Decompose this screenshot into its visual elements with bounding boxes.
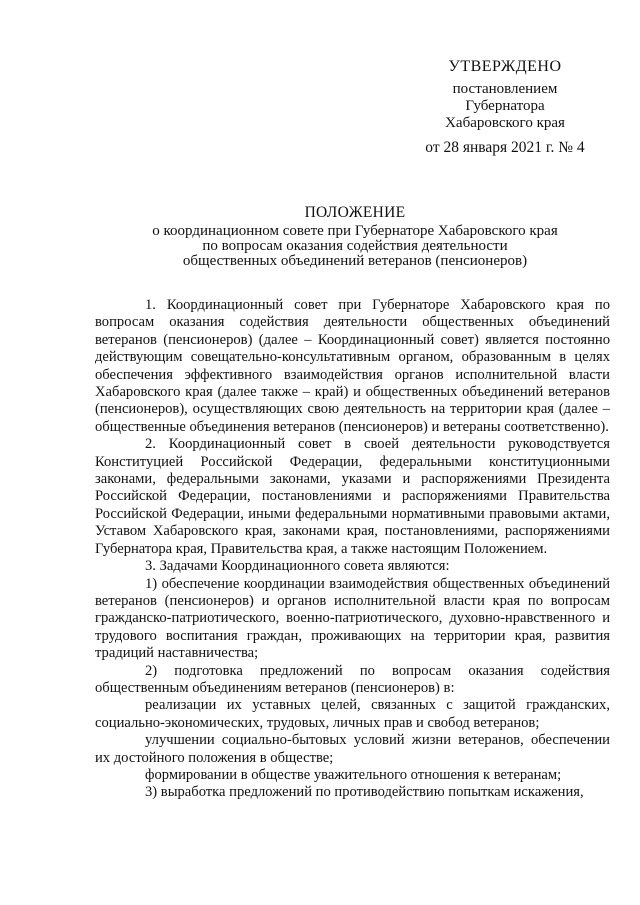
paragraph-3: 3. Задачами Координационного совета являются: xyxy=(145,558,450,575)
document-subtitle-line-3: общественных объединений ветеранов (пенсионеров) xyxy=(182,253,528,269)
paragraph-1: 1. Координационный совет при Губернаторе Хабаровского края по вопросам оказания содействия деятельности общественных объединений ветеранов (пенсионеров) (далее – Координационный совет) является постоянно действующим совещательно-консультативным органом, образованным в целях обеспечения эффективного взаимодействия органов исполнительной власти Хабаровского края (далее также – край) и общественных объединений ветеранов (пенсионеров), осуществляющих свою деятельность на территории края (далее – общественные объединения ветеранов (пенсионеров) и ветераны соответственно). xyxy=(95,297,610,435)
paragraph-3-item-2-sub-1: реализации их уставных целей, связанных с защитой гражданских, социально-экономических, трудовых, личных прав и свобод ветеранов; xyxy=(95,697,610,731)
paragraph-2: 2. Координационный совет в своей деятельности руководствуется Конституцией Российской Федерации, федеральными конституционными законами, федеральными законами, указами и распоряжениями Президента Российской Федерации, постановлениями и распоряжениями Правительства Российской Федерации, иными федеральными нормативными правовыми актами, Уставом Хабаровского края, законами края, постановлениями, распоряжениями Губернатора края, Правительства края, а также настоящим Положением. xyxy=(95,436,610,557)
approval-line-3: Хабаровского края xyxy=(445,115,565,131)
approval-line-1: постановлением xyxy=(452,81,558,97)
paragraph-3-item-3: 3) выработка предложений по противодействию попыткам искажения, xyxy=(145,784,584,801)
document-subtitle-line-1: о координационном совете при Губернаторе Хабаровского края xyxy=(152,223,558,239)
document-subtitle-line-2: по вопросам оказания содействия деятельности xyxy=(202,238,508,254)
approval-date: от 28 января 2021 г. № 4 xyxy=(425,139,585,156)
paragraph-3-item-2: 2) подготовка предложений по вопросам оказания содействия общественным объединениям ветеранов (пенсионеров) в: xyxy=(95,662,610,696)
paragraph-3-item-2-sub-3: формировании в обществе уважительного отношения к ветеранам; xyxy=(145,766,562,783)
document-title: ПОЛОЖЕНИЕ xyxy=(304,204,406,221)
approval-line-2: Губернатора xyxy=(465,98,545,114)
document-heading xyxy=(120,205,590,269)
paragraph-3-item-2-sub-2: улучшении социально-бытовых условий жизни ветеранов, обеспечении их достойного положения в обществе; xyxy=(95,732,610,766)
document-body xyxy=(95,297,610,802)
approval-stamp xyxy=(400,58,610,156)
paragraph-3-item-1: 1) обеспечение координации взаимодействия общественных объединений ветеранов (пенсионеров) и органов исполнительной власти края по вопросам гражданско-патриотического, военно-патриотического, духовно-нравственного и трудового воспитания граждан, проживающих на территории края, развития традиций наставничества; xyxy=(95,575,610,662)
approval-approved-label: УТВЕРЖДЕНО xyxy=(448,58,562,75)
